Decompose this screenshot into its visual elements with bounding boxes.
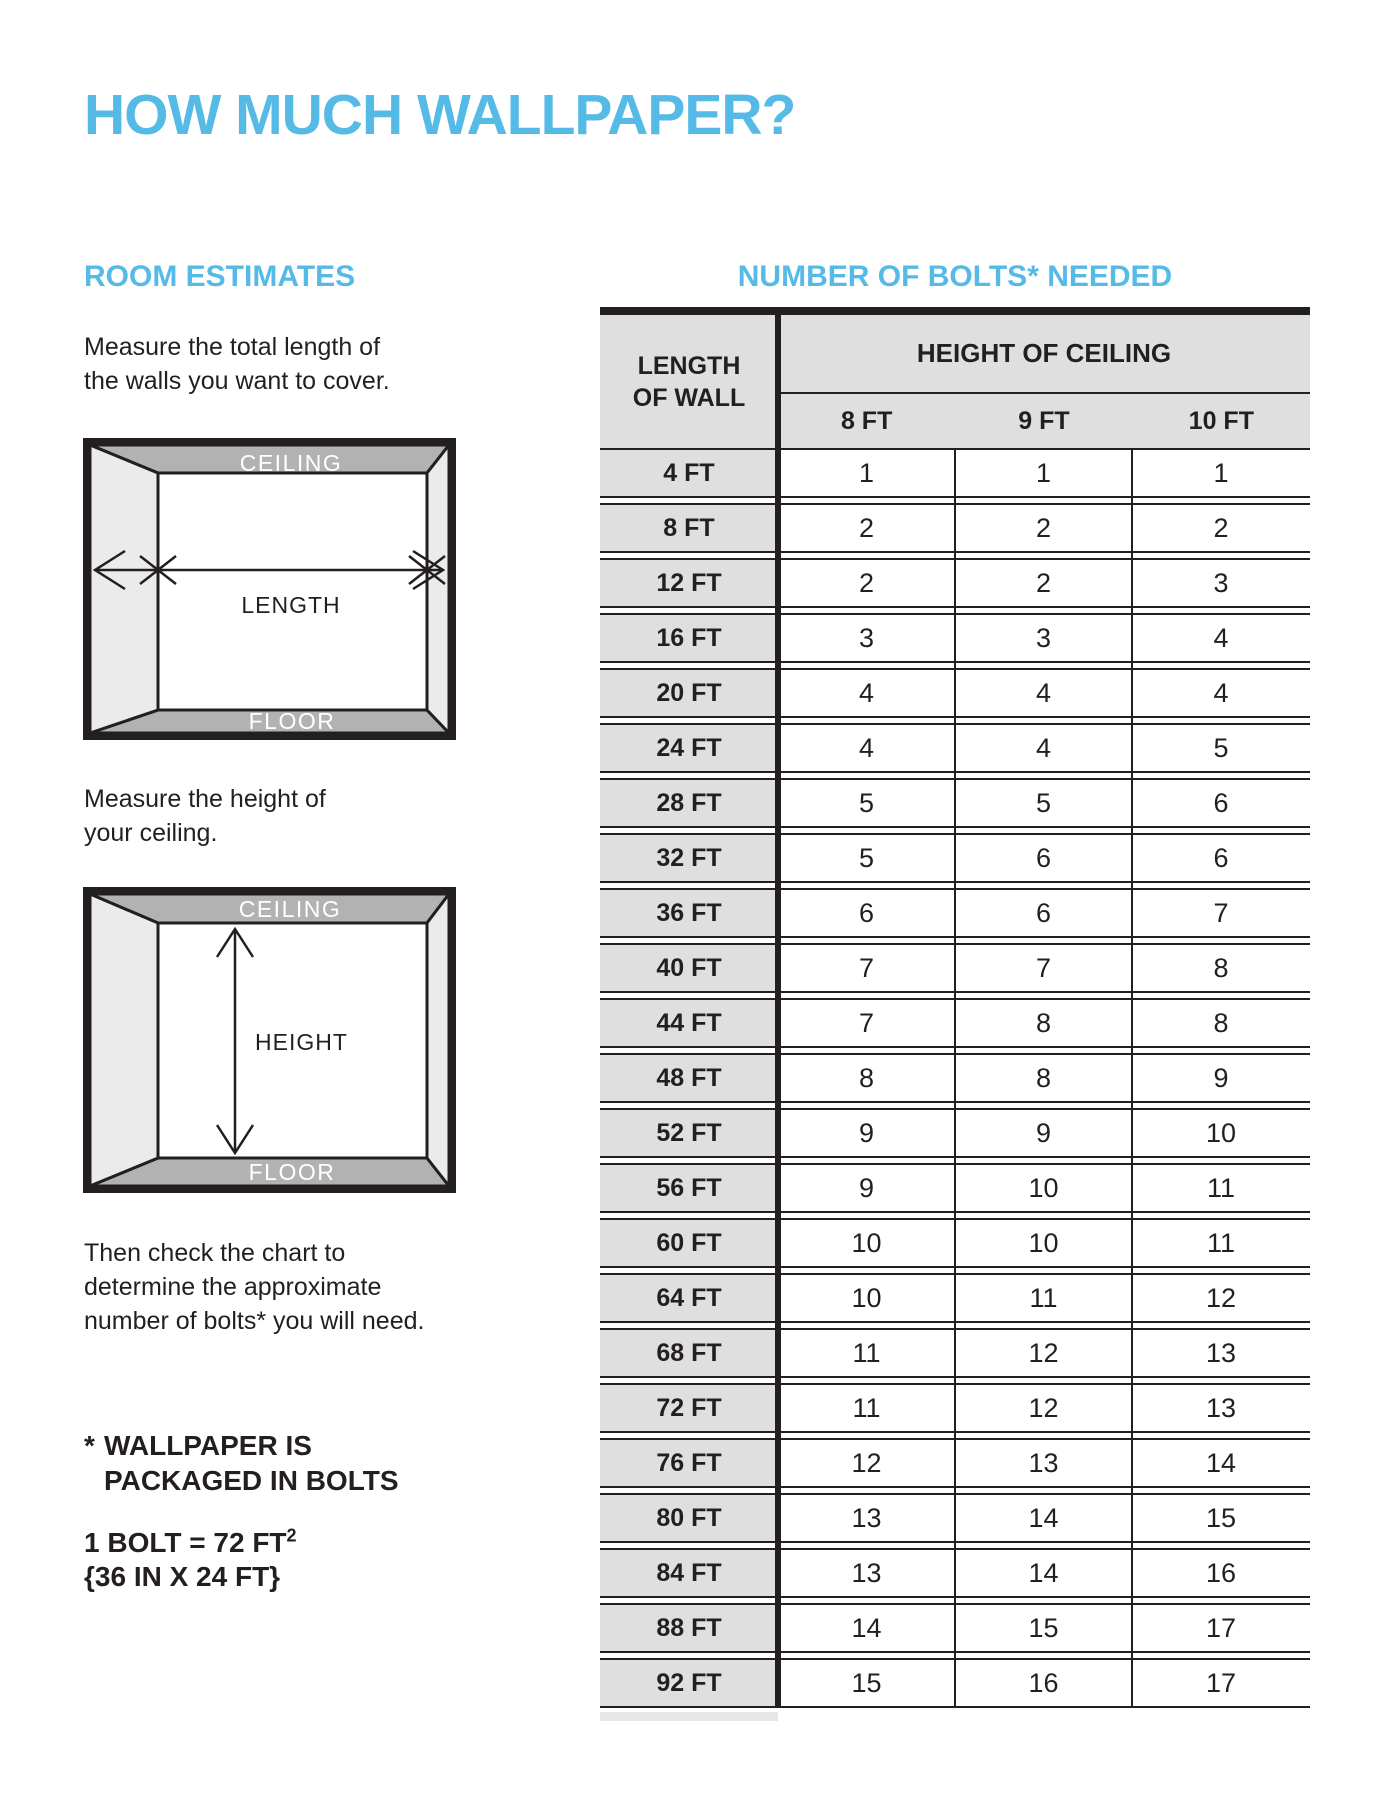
column-header-8ft: 8 FT [840,406,893,435]
instruction-line: number of bolts* you will need. [84,1307,425,1335]
bolt-count-cell: 9 [778,1165,955,1211]
instruction-measure-length [84,330,390,398]
wall-length-cell: 60 FT [600,1220,778,1266]
bolt-dimensions: {36 IN X 24 FT} [84,1561,281,1592]
bolts-footnote [84,1428,399,1498]
bolt-count-cell: 14 [955,1550,1132,1596]
bolt-count-cell: 7 [955,945,1132,991]
bolt-count-cell: 12 [955,1330,1132,1376]
bolt-count-cell: 4 [1132,670,1310,716]
height-of-ceiling-header: HEIGHT OF CEILING [778,315,1310,392]
bolt-count-cell: 6 [955,835,1132,881]
wall-length-cell: 52 FT [600,1110,778,1156]
table-column-divider [954,448,956,1708]
wall-length-cell: 36 FT [600,890,778,936]
bolt-count-cell: 10 [778,1275,955,1321]
bolt-count-cell: 14 [778,1605,955,1651]
bolts-needed-heading: NUMBER OF BOLTS* NEEDED [737,260,1173,293]
bolt-count-cell: 11 [1132,1165,1310,1211]
bolt-count-cell: 11 [778,1330,955,1376]
wall-length-cell: 32 FT [600,835,778,881]
length-of-wall-header: LENGTH OF WALL [600,315,778,448]
ceiling-height-diagram [83,887,456,1193]
instruction-line: determine the approximate [84,1273,382,1301]
wall-length-cell: 84 FT [600,1550,778,1596]
wall-length-cell: 28 FT [600,780,778,826]
bolt-count-cell: 8 [778,1055,955,1101]
bolt-count-cell: 6 [955,890,1132,936]
bolt-count-cell: 9 [1132,1055,1310,1101]
bolt-count-cell: 15 [778,1660,955,1706]
wall-length-cell: 68 FT [600,1330,778,1376]
bolt-count-cell: 2 [1132,505,1310,551]
instruction-line: your ceiling. [84,819,218,847]
table-top-border [600,307,1310,315]
right-wall [427,894,449,1186]
table-under-strip [600,1712,778,1721]
wall-length-cell: 80 FT [600,1495,778,1541]
bolt-count-cell: 7 [778,1000,955,1046]
wall-length-cell: 64 FT [600,1275,778,1321]
bolt-count-cell: 4 [955,725,1132,771]
bolt-count-cell: 12 [955,1385,1132,1431]
room-length-diagram [83,438,456,740]
bolt-count-cell: 8 [1132,1000,1310,1046]
bolt-count-cell: 10 [778,1220,955,1266]
bolt-definition [84,1526,297,1594]
bolt-count-cell: 5 [778,780,955,826]
column-header-10ft: 10 FT [1188,406,1254,435]
bolt-count-cell: 11 [955,1275,1132,1321]
bolt-count-cell: 9 [955,1110,1132,1156]
bolt-count-cell: 6 [1132,835,1310,881]
bolt-count-cell: 5 [1132,725,1310,771]
bolt-count-cell: 7 [778,945,955,991]
bolt-count-cell: 7 [1132,890,1310,936]
ceiling-height-columns [778,394,1310,448]
table-header [600,315,1310,448]
bolt-count-cell: 13 [778,1550,955,1596]
bolt-count-cell: 13 [1132,1385,1310,1431]
bolt-count-cell: 2 [778,505,955,551]
wall-length-cell: 8 FT [600,505,778,551]
wall-length-cell: 56 FT [600,1165,778,1211]
ceiling-label: CEILING [239,450,343,476]
instruction-line: Then check the chart to [84,1239,346,1267]
wall-length-cell: 24 FT [600,725,778,771]
asterisk: * [84,1430,95,1461]
left-wall [90,894,158,1186]
instruction-line: Measure the height of [84,785,326,813]
bolt-count-cell: 8 [1132,945,1310,991]
bolt-count-cell: 13 [778,1495,955,1541]
bolt-count-cell: 11 [1132,1220,1310,1266]
bolt-count-cell: 4 [955,670,1132,716]
bolt-count-cell: 8 [955,1055,1132,1101]
bolt-count-cell: 9 [778,1110,955,1156]
bolt-count-cell: 1 [955,450,1132,496]
wall-length-cell: 4 FT [600,450,778,496]
bolt-count-cell: 3 [1132,560,1310,606]
instruction-measure-height [84,782,326,850]
bolt-count-cell: 4 [778,670,955,716]
footnote-line: PACKAGED IN BOLTS [104,1465,399,1496]
bolt-count-cell: 14 [955,1495,1132,1541]
bolt-count-cell: 6 [778,890,955,936]
wall-length-cell: 48 FT [600,1055,778,1101]
column-header-9ft: 9 FT [1018,406,1070,435]
table-main-divider [775,307,781,1708]
page-title: HOW MUCH WALLPAPER? [84,83,796,147]
bolt-count-cell: 3 [778,615,955,661]
bolt-count-cell: 14 [1132,1440,1310,1486]
table-column-divider [1131,448,1133,1708]
bolt-count-cell: 1 [778,450,955,496]
bolt-count-cell: 6 [1132,780,1310,826]
bolt-count-cell: 2 [955,505,1132,551]
ceiling-label: CEILING [238,896,342,922]
bolt-count-cell: 3 [955,615,1132,661]
bolt-count-cell: 12 [1132,1275,1310,1321]
floor-label: FLOOR [248,708,336,734]
bolt-count-cell: 17 [1132,1605,1310,1651]
bolt-count-cell: 16 [955,1660,1132,1706]
bolt-count-cell: 13 [955,1440,1132,1486]
bolt-count-cell: 10 [955,1220,1132,1266]
wall-length-cell: 12 FT [600,560,778,606]
bolt-count-cell: 16 [1132,1550,1310,1596]
wall-length-cell: 44 FT [600,1000,778,1046]
wall-length-cell: 40 FT [600,945,778,991]
instruction-check-chart [84,1236,424,1338]
height-label: HEIGHT [255,1029,348,1055]
right-wall [427,445,449,733]
bolts-table [600,307,1310,1727]
bolt-count-cell: 10 [955,1165,1132,1211]
wall-length-cell: 88 FT [600,1605,778,1651]
bolt-equation: 1 BOLT = 72 $FT^2$ [84,1525,297,1558]
bolt-count-cell: 5 [778,835,955,881]
bolt-count-cell: 10 [1132,1110,1310,1156]
bolt-count-cell: 11 [778,1385,955,1431]
bolt-count-cell: 13 [1132,1330,1310,1376]
instruction-line: the walls you want to cover. [84,367,390,395]
bolt-count-cell: 4 [1132,615,1310,661]
footnote-line: WALLPAPER IS [104,1430,312,1461]
bolt-count-cell: 12 [778,1440,955,1486]
floor-label: FLOOR [248,1159,336,1185]
room-estimates-heading: ROOM ESTIMATES [84,260,356,293]
bolt-count-cell: 17 [1132,1660,1310,1706]
squared-superscript: 2 [286,1525,297,1546]
length-label: LENGTH [241,592,341,618]
bolt-count-cell: 5 [955,780,1132,826]
wall-length-cell: 20 FT [600,670,778,716]
wall-length-cell: 92 FT [600,1660,778,1706]
wall-length-cell: 76 FT [600,1440,778,1486]
bolt-count-cell: 15 [955,1605,1132,1651]
bolt-count-cell: 8 [955,1000,1132,1046]
bolt-count-cell: 1 [1132,450,1310,496]
instruction-line: Measure the total length of [84,333,381,361]
bolt-count-cell: 15 [1132,1495,1310,1541]
bolt-count-cell: 4 [778,725,955,771]
wall-length-cell: 72 FT [600,1385,778,1431]
wall-length-cell: 16 FT [600,615,778,661]
bolt-count-cell: 2 [778,560,955,606]
bolt-count-cell: 2 [955,560,1132,606]
